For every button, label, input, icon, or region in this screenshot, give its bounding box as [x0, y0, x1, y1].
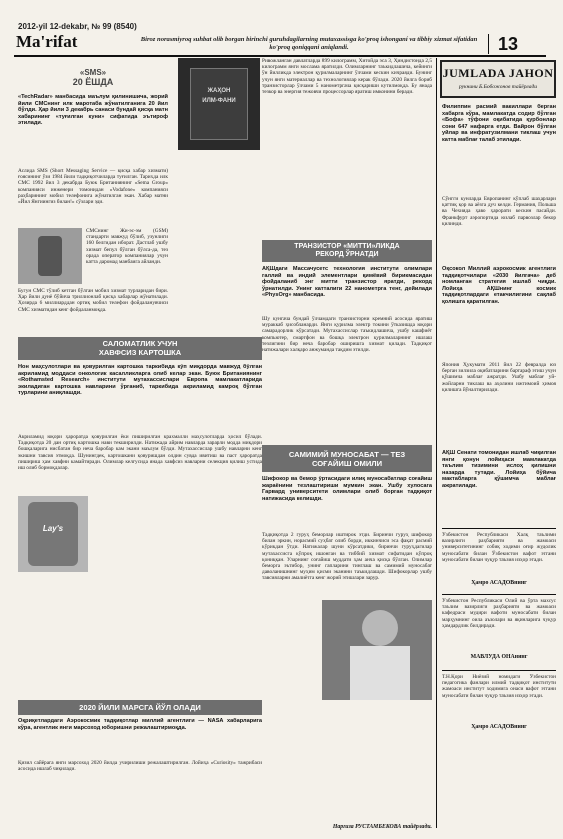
- transistor-title-line1: ТРАНЗИСТОР «МИТТИ»ЛИКДА: [294, 243, 400, 250]
- right-column-divider: [436, 58, 437, 828]
- doctor-figure: [362, 610, 398, 646]
- condolence-3-signature: Ҳамро АСАДОВнинг: [471, 724, 527, 730]
- chips-brand-label: Lay's: [42, 524, 64, 533]
- mars-body: Қизил сайёрага янги марсоход 2020 йилда учирилиши режалаштирилган. Лойиҳа «Curiosity» тажрибаси асосида ишлаб чиқилади.: [18, 760, 262, 773]
- jumlada-jahon-title: JUMLADA JAHON: [442, 66, 554, 80]
- condolence-3-text: Т.Н.Қори Ниёзий номидаги Ўзбекистон педагогика фанлари илмий тадқиқот институти жамоаси институт ходимига онаси вафот этгани муносабати билан чуқур таъзия изҳор этади.: [442, 674, 556, 699]
- jumlada-item-5: АҚШ Сенати томонидан ишлаб чиқилган янги қонун лойиҳаси мамлакатда таълим тизимини ислоҳ қилишни назарда тутади. Лойиҳа бўйича мактабларга қўшимча маблағ ажратилади.: [442, 450, 556, 489]
- sms-photo-caption-1: ЖАҲОН: [207, 88, 231, 94]
- health-intro: Нон маҳсулотлари ва қовурилган картошка таркибида кўп миқдорда мавжуд бўлган акриламид моддаси онкологик касалликларга олиб келар экан. Буюк Британиянинг «Rothamsted Research» институти мутахассислари Европа мамлакатларида экиладиган картошка навларини ўрганиб, таркибида акриламид камроқ бўлган турларини аниқлашди.: [18, 364, 262, 397]
- sms-illustration: [18, 228, 82, 284]
- health-photo: [18, 496, 88, 572]
- masthead: [0, 0, 563, 56]
- transistor-title-line2: РЕКОРД ЎРНАТДИ: [315, 251, 379, 258]
- transistor-body: Шу кунгача бундай ўлчамдаги транзисторни кремний асосида яратиш мураккаб ҳисобланарди. Янги қурилма электр токини ўтказишда юқори самарадорлик кўрсатади. Мутахассислар таъкидлашича, ушбу кашфиёт компьютер, смартфон ва бошқа электрон қурилмаларнинг ишлаш тезлигини бир неча баробар оширишга хизмат қилади. Тадқиқот натижалари халқаро анжуманда тақдим этилди.: [262, 316, 432, 354]
- jumlada-jahon-subtitle: рукнини Б.Бобожонов тайёрлади: [458, 84, 538, 90]
- condolence-2-signature: МАВЛУДА ОНАнинг: [470, 654, 528, 660]
- day-byline: Наргиза РУСТАМБЕКОВА тайёрлади.: [332, 824, 432, 830]
- paper-name: Ma'rifat: [16, 32, 78, 51]
- transistor-title: [262, 240, 432, 262]
- jumlada-item-4: Япония Ҳукумати 2011 йил 22 февралда юз берган зилзила оқибатларини бартараф этиш учун қўшимча маблағ ажратди. Ушбу маблағ уй-жойларни тиклаш ва аҳолини ижтимоий ҳимоя қилишга йўналтирилади.: [442, 362, 556, 393]
- health-title-line1: САЛОМАТЛИК УЧУН: [102, 339, 178, 348]
- sms-title: [18, 68, 168, 87]
- masthead-divider: [488, 34, 489, 54]
- condolence-rule-2: [442, 594, 556, 595]
- masthead-rule: [14, 55, 546, 57]
- sms-body-3: Бугун СМС тўлиб кетган бўлган мобил хизмат турларидан бири. Ҳар йили дунё бўйича триллионлаб қисқа хабарлар жўнатилади. Ҳозирда 6 миллиарддан ортиқ мобил телефон фойдаланувчиси СМС хизматидан кенг фойдаланмоқда.: [18, 288, 168, 313]
- date-issue: 2012-yil 12-dekabr, № 99 (8540): [18, 22, 137, 31]
- day-title-line2: СОҒАЙИШ ОМИЛИ: [311, 458, 383, 468]
- transistor-intro: АҚШдаги Массачусетс технология институти олимлари галлий ва индий элементлари қимёвий бирикмасидан фойдаланиб энг митти транзистор яратди, рекорд ўрнатилди. Унинг катталиги 22 нанометрга тенг, дейилади «PhysOrg» манбасида.: [262, 266, 432, 299]
- chips-bag: [28, 502, 78, 566]
- sms-article: [18, 58, 268, 328]
- condolence-rule-3: [442, 670, 556, 671]
- jumlada-item-2: Сўнгги кунларда Европанинг кўплаб шаҳарлари қаттиқ қор ва аёзга дуч келди. Германия, Польша ва Чехияда ҳаво ҳарорати кескин пасайди. Франкфурт аэропортида юзлаб парвозлар бекор қилинди.: [442, 196, 556, 227]
- condolence-rule-1: [442, 528, 556, 529]
- day-intro: Шифокор ва бемор ўртасидаги илиқ муносабатлар соғайиш жараёнини тезлаштириши мумкин экан. Ушбу хулосага Гарвард университети олимлари олиб борган тадқиқот натижасида келишди.: [262, 476, 432, 502]
- condolence-1-text: Ўзбекистон Республикаси Халқ таълими вазирлиги раҳбарияти ва жамоаси университетининг собиқ ходими оғир жудолик муносабати билан Ўзбекистон вафот этгани муносабати билан чуқур таъзия изҳор этади.: [442, 532, 556, 563]
- sms-photo: [178, 58, 260, 150]
- day-title-line1: САМИМИЙ МУНОСАБАТ — ТЕЗ: [288, 449, 406, 459]
- condolence-2-text: Ўзбекистон Республикаси Олий ва ўрта махсус таълим вазирлиги раҳбарияти ва жамоаси кафедраси мудири вафоти муносабати билан марҳумнинг оила аъзолари ва яқинларига чуқур ҳамдардлик билдиради.: [442, 598, 556, 629]
- condolence-1-signature: Ҳамро АСАДОВнинг: [471, 580, 527, 586]
- jumlada-jahon-header: [440, 60, 556, 98]
- doctor-coat: [350, 646, 410, 700]
- sms-intro: «TechRadar» манбасида маълум қилинишича, жорий йили СМСнинг илк маротаба жўнатилганига 20 йил бўлди. Ҳар йили 3 декабрь санаси бундай қисқа матн хабарининг «туғилган куни» сифатида эътироф этилади.: [18, 94, 168, 127]
- sms-body-2: СМСнинг Жи-эс-эм (GSM) стандарти мавжуд бўлиб, узунлиги 160 белгидан иборат. Дастлаб ушбу хизмат бепул бўлган бўлса-да, тез орада оператор компаниялар учун катта даромад манбаига айланди.: [86, 228, 168, 266]
- health-title: [18, 337, 262, 360]
- sms-title-line1: «SMS»: [79, 68, 107, 77]
- sms-book-cover: [190, 68, 248, 140]
- jumlada-item-3: Оқсокол Миллий аэрокосмик агентлиги тадқиқотчилари «2030 йилгача» деб номланган стратегия ишлаб чиқди. Лойиҳа АҚШнинг космик тадқиқотлардаги етакчилигини сақлаб қолишга қаратилган.: [442, 266, 556, 305]
- page-number: 13: [498, 34, 519, 54]
- day-body: Тадқиқотда 2 гуруҳ беморлар иштирок этди. Биринчи гуруҳ шифокор билан эркин, норасмий суҳбат олиб борди, иккинчиси эса фақат расмий кўрикдан ўтди. Натижалар шуни кўрсатдики, биринчи гуруҳдагилар мутахассисга кўпроқ ишонган ва тиббий хизмат сифатидан кўпроқ қониққан. Уларнинг соғайиш муддати ҳам анча қисқа бўлган. Олимлар беморга эътибор, унинг гапларини тинглаш ва самимий муносабат даволанишнинг муҳим қисми эканини таъкидлашди. Шифокорлар ушбу тавсияларни амалиётга кенг жорий этишлари зарур.: [262, 532, 432, 582]
- sms-body-1: Аслида SMS (Short Messaging Service — қисқа хабар хизмати) ғоясининг ўзи 1984 йили тадқиқотчиларда туғилган. Тарихда илк СМС 1992 йил 3 декабрда Буюк Британиянинг «Sema Group» компанияси инженери томонидан «Vodafone» компанияси раҳбарининг мобил телефонига жўнатилган экан. Хабар матни «Йил Янгиингиз билан!» сўзлари эди.: [18, 168, 168, 206]
- day-title: [262, 445, 432, 472]
- transistor-body-top: Ривожланган давлатларда 899 килограмм, Хитойда эса 3, Ҳиндистонда 2,5 килограмм янги мослама яратилди. Олимларнинг таъкидлашича, кейинги ўн йилликда электрон қурилмаларнинг ўлчами кескин кичраяди. Бунинг учун янги материаллар ва технологиялар керак бўлади. 2020 йилга бориб транзисторлар ўлчами 5 нанометргача қисқариши кутилмоқда. Бу янада тезкор ва энергия тежовчи процессорлар яратиш имконини беради.: [262, 58, 432, 96]
- doctor-photo: [322, 600, 432, 700]
- health-title-line2: ХАВФСИЗ КАРТОШКА: [98, 347, 182, 357]
- mars-intro: Оқриқетлардаги Аэрокосмик тадқиқотлар миллий агентлиги — NASA хабарларига кўра, агентлик янги марсоход юборишни режалаштирмоқда.: [18, 718, 262, 731]
- sms-title-line2: 20 ЁШДА: [72, 77, 114, 87]
- sms-phone-shape: [38, 236, 62, 276]
- health-body: Акриламид юқори ҳароратда қовурилган ёки пиширилган крахмалли маҳсулотларда ҳосил бўлади. Тадқиқотда 20 дан ортиқ картошка нави текширилди. Натижада айрим навларда зарарли модда миқдори бошқаларига нисбатан бир неча баробар кам экани маълум бўлди. Мутахассислар ушбу навларни кенг экишни тавсия этмоқда. Шунингдек, картошкани қовуришдан олдин сувда ивитиш ва паст ҳароратда пишириш ҳам хавфни камайтиради. Олимлар келгусида янада хавфсиз навларни селекция қилиш устида иш олиб бормоқдалар.: [18, 434, 262, 472]
- sms-photo-caption-2: ИЛМ-ФАНИ: [202, 98, 236, 104]
- mars-title: 2020 ЙИЛИ МАРСГА ЙЎЛ ОЛАДИ: [18, 700, 262, 715]
- jumlada-item-1: Филиппин расмий вакиллари берган хабарга кўра, мамлакатда содир бўлган «Бофа» тўфони оқибатида қурбонлар сони 647 нафарга етди. Вайрон бўлган уйлар ва инфратузилмани тиклаш учун катта маблағ талаб этилади.: [442, 104, 556, 143]
- masthead-motto: Biroz norasmiyroq suhbat olib borgan birinchi guruhdagilarning mutaxassisga ko'proq ishonganí va tibbiy xizmat sifatidan ko'proq qoniqqani aniqlandi.: [140, 36, 478, 51]
